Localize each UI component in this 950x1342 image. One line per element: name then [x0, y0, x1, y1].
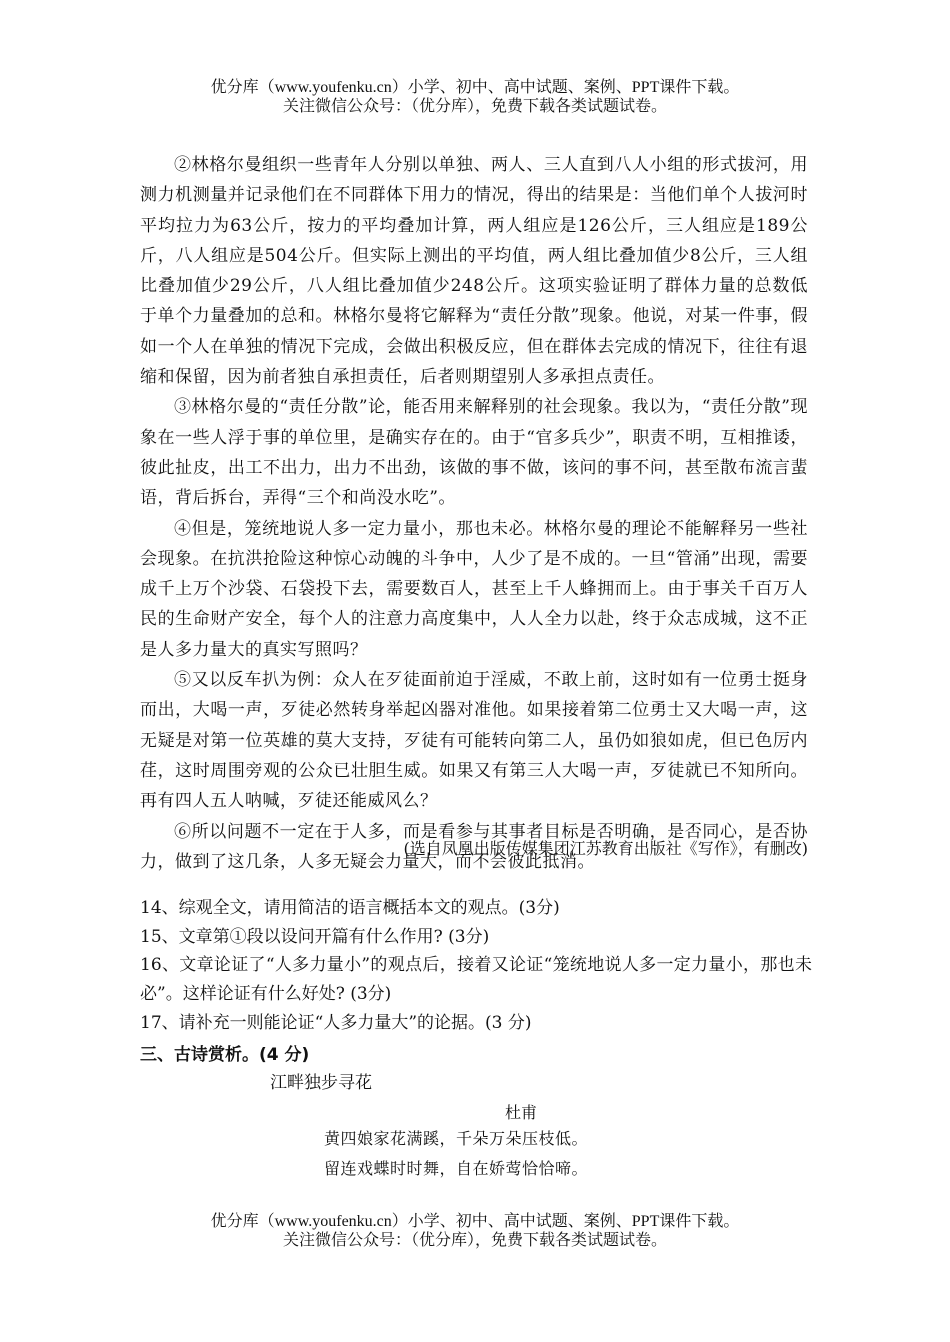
poem-title: 江畔独步寻花: [270, 1073, 372, 1093]
article-paragraph-6: ⑥所以问题不一定在于人多，而是看参与其事者目标是否明确，是否同心，是否协力，做到了这几条，人多无疑会力量大，而不会彼此抵消。: [140, 821, 808, 872]
header-line-2: 关注微信公众号：（优分库），免费下载各类试题试卷。: [282, 98, 667, 115]
poem-line-1: 黄四娘家花满蹊，千朵万朵压枝低。: [324, 1129, 589, 1148]
article-paragraph-5: ⑤又以反车扒为例：众人在歹徒面前迫于淫威，不敢上前，这时如有一位勇士挺身而出，大喝一声，歹徒必然转身举起凶器对准他。如果接着第二位勇士又大喝一声，这无疑是对第一位英雄的莫大支持，歹徒有可能转向第二人，虽仍如狼如虎，但已色厉内荏，这时周围旁观的公众已壮胆生威。如果又有第三人大喝一声，歹徒就已不知所向。再有四人五人呐喊，歹徒还能威风么？: [140, 670, 808, 812]
question-16: 16、文章论证了“人多力量小”的观点后，接着又论证“笼统地说人多一定力量小，那也未必”。这样论证有什么好处? (3分): [140, 955, 812, 1005]
article-source: (选自凤凰出版传媒集团江苏教育出版社《写作》，有删改): [403, 839, 808, 858]
poem-line-2: 留连戏蝶时时舞，自在娇莺恰恰啼。: [324, 1159, 589, 1178]
question-list: [140, 894, 812, 1038]
section-heading: 三、古诗赏析。(4 分): [140, 1045, 310, 1065]
footer-line-1: 优分库（www.youfenku.cn）小学、初中、高中试题、案例、PPT课件下载。: [210, 1213, 740, 1230]
footer-line-2: 关注微信公众号：（优分库），免费下载各类试题试卷。: [282, 1232, 667, 1249]
article-paragraph-2: ②林格尔曼组织一些青年人分别以单独、两人、三人直到八人小组的形式拔河，用测力机测量并记录他们在不同群体下用力的情况，得出的结果是：当他们单个人拔河时平均拉力为63公斤，按力的平均叠加计算，两人组应是126公斤，三人组应是189公斤，八人组应是504公斤。但实际上测出的平均值，两人组比叠加值少8公斤，三人组比叠加值少29公斤，八人组比叠加值少248公斤。这项实验证明了群体力量的总数低于单个力量叠加的总和。林格尔曼将它解释为“责任分散”现象。他说，对某一件事，假如一个人在单独的情况下完成，会做出积极反应，但在群体去完成的情况下，往往有退缩和保留，因为前者独自承担责任，后者则期望别人多承担点责任。: [140, 155, 808, 388]
question-14: 14、综观全文，请用简洁的语言概括本文的观点。(3分): [140, 898, 560, 918]
header-line-1: 优分库（www.youfenku.cn）小学、初中、高中试题、案例、PPT课件下载。: [210, 79, 740, 96]
poem-author: 杜甫: [505, 1103, 538, 1122]
question-17: 17、请补充一则能论证“人多力量大”的论据。(3 分): [140, 1012, 532, 1033]
article-paragraph-3: ③林格尔曼的“责任分散”论，能否用来解释别的社会现象。我以为，“责任分散”现象在一些人浮于事的单位里，是确实存在的。由于“官多兵少”，职责不明，互相推诿，彼此扯皮，出工不出力，出力不出劲，该做的事不做，该问的事不问，甚至散布流言蜚语，背后拆台，弄得“三个和尚没水吃”。: [140, 397, 808, 509]
page-header: [0, 78, 950, 116]
article-body: [140, 150, 808, 877]
article-paragraph-4: ④但是，笼统地说人多一定力量小，那也未必。林格尔曼的理论不能解释另一些社会现象。在抗洪抢险这种惊心动魄的斗争中，人少了是不成的。一旦“管涌”出现，需要成千上万个沙袋、石袋投下去，需要数百人，甚至上千人蜂拥而上。由于事关千百万人民的生命财产安全，每个人的注意力高度集中，人人全力以赴，终于众志成城，这不正是人多力量大的真实写照吗？: [140, 518, 808, 660]
question-15: 15、文章第①段以设问开篇有什么作用? (3分): [140, 926, 490, 947]
page-footer: [0, 1212, 950, 1250]
